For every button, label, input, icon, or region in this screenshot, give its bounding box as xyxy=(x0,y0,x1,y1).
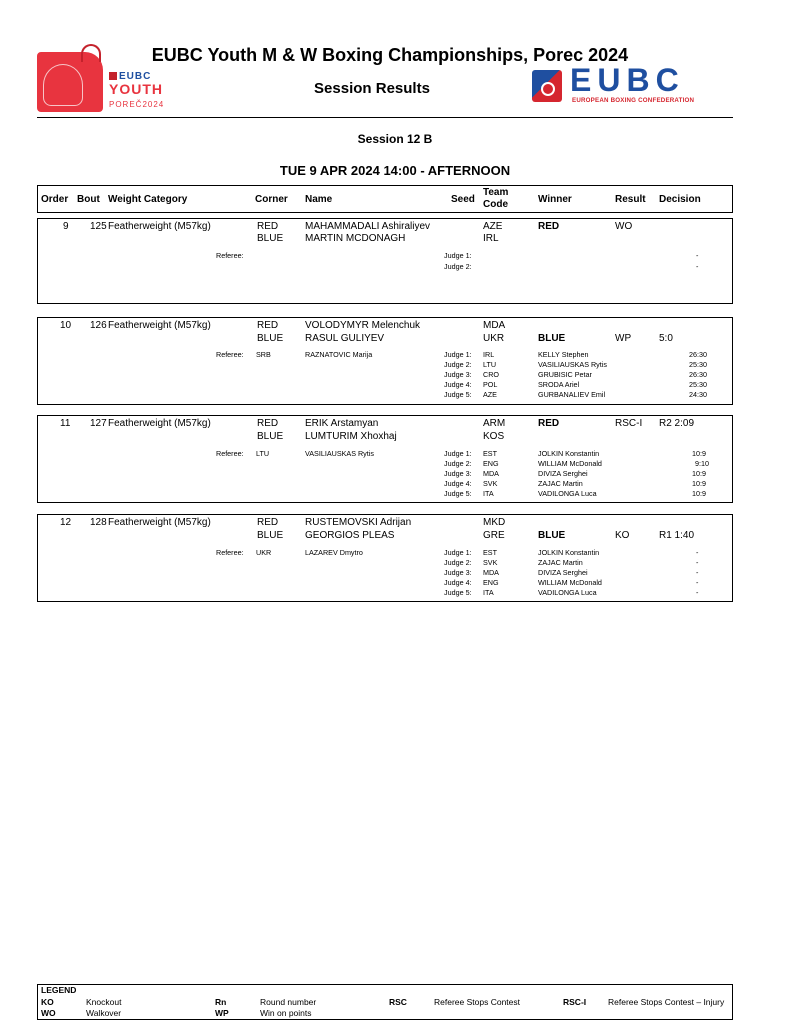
judge-label: Judge 2: xyxy=(444,459,472,468)
judge-country: IRL xyxy=(483,350,495,359)
eubc-tagline: EUROPEAN BOXING CONFEDERATION xyxy=(572,97,695,104)
corner-blue: BLUE xyxy=(257,233,284,244)
result: WO xyxy=(615,221,633,232)
winner: RED xyxy=(538,418,560,429)
red-boxer-name: MAHAMMADALI Ashiraliyev xyxy=(305,221,431,232)
judge-name: GURBANALIEV Emil xyxy=(538,390,606,399)
col-corner: Corner xyxy=(255,194,288,205)
judge-name: JOLKIN Konstantin xyxy=(538,548,600,557)
col-weight-category: Weight Category xyxy=(108,194,188,205)
winner: RED xyxy=(538,221,560,232)
col-result: Result xyxy=(615,194,646,205)
bout-block xyxy=(37,415,733,503)
bout-order: 10 xyxy=(60,320,72,331)
decision: 5:0 xyxy=(659,333,673,344)
eubc-wordmark: EUBC xyxy=(570,62,685,98)
judge-label: Judge 5: xyxy=(444,489,472,498)
judge-score: - xyxy=(696,578,699,587)
logo-eubc-text: EUBC xyxy=(119,71,152,82)
red-boxer-name: VOLODYMYR Melenchuk xyxy=(305,320,421,331)
judge-score: 10:9 xyxy=(692,489,706,498)
judge-country: ITA xyxy=(483,489,494,498)
judge-country: ENG xyxy=(483,459,499,468)
judge-label: Judge 1: xyxy=(444,350,472,359)
bout-number: 125 xyxy=(90,221,107,232)
red-team-code: ARM xyxy=(483,418,506,429)
weight-category: Featherweight (M57kg) xyxy=(108,517,211,528)
results-column-header xyxy=(37,185,733,213)
judge-name: ZAJAC Martin xyxy=(538,479,583,488)
judge-label: Judge 3: xyxy=(444,568,472,577)
judge-score: - xyxy=(696,588,699,597)
legend-code: RSC xyxy=(389,997,407,1007)
col-name: Name xyxy=(305,194,333,205)
judge-country: SVK xyxy=(483,479,498,488)
judge-score: - xyxy=(696,558,699,567)
bout-order: 12 xyxy=(60,517,72,528)
judge-country: MDA xyxy=(483,469,499,478)
col-bout: Bout xyxy=(77,194,100,205)
bout-block xyxy=(37,218,733,304)
legend-code: WO xyxy=(41,1008,56,1018)
red-team-code: MDA xyxy=(483,320,506,331)
blue-team-code: KOS xyxy=(483,431,505,442)
boxer-figure-icon xyxy=(43,64,83,106)
bout-number: 128 xyxy=(90,517,107,528)
col-seed: Seed xyxy=(451,194,475,205)
corner-red: RED xyxy=(257,517,279,528)
judge-label: Judge 1: xyxy=(444,251,472,260)
corner-blue: BLUE xyxy=(257,431,284,442)
judge-label: Judge 4: xyxy=(444,380,472,389)
judge-country: SVK xyxy=(483,558,498,567)
eubc-mini-badge-icon xyxy=(109,72,117,80)
referee-country: UKR xyxy=(256,548,272,557)
col-team-code-line1: Team xyxy=(483,187,509,198)
judge-name: VADILONGA Luca xyxy=(538,489,597,498)
judge-label: Judge 2: xyxy=(444,558,472,567)
judge-score: 26:30 xyxy=(689,370,707,379)
corner-blue: BLUE xyxy=(257,530,284,541)
logo-youth-text: YOUTH xyxy=(109,81,163,97)
judge-score: - xyxy=(696,251,699,260)
judge-label: Judge 3: xyxy=(444,370,472,379)
legend-code: Rn xyxy=(215,997,227,1007)
referee-name: VASILIAUSKAS Rytis xyxy=(305,449,374,458)
blue-boxer-name: MARTIN MCDONAGH xyxy=(305,233,406,244)
decision: R2 2:09 xyxy=(659,418,695,429)
judge-name: SRODA Ariel xyxy=(538,380,580,389)
judge-label: Judge 5: xyxy=(444,390,472,399)
session-datetime: TUE 9 APR 2024 14:00 - AFTERNOON xyxy=(279,163,511,178)
judge-score: 25:30 xyxy=(689,380,707,389)
judge-score: - xyxy=(696,568,699,577)
corner-red: RED xyxy=(257,221,279,232)
judge-label: Judge 4: xyxy=(444,479,472,488)
col-order: Order xyxy=(41,194,69,205)
logo-porec-text: POREČ2024 xyxy=(109,100,165,109)
bout-number: 126 xyxy=(90,320,107,331)
legend-desc: Referee Stops Contest xyxy=(434,997,520,1007)
judge-label: Judge 2: xyxy=(444,360,472,369)
judge-score: 10:9 xyxy=(692,469,706,478)
legend-title: LEGEND xyxy=(41,985,77,995)
bout-order: 9 xyxy=(63,221,69,232)
bout-order: 11 xyxy=(60,418,71,429)
referee-country: LTU xyxy=(256,449,270,458)
referee-country: SRB xyxy=(256,350,271,359)
blue-boxer-name: GEORGIOS PLEAS xyxy=(305,530,395,541)
legend-desc: Walkover xyxy=(86,1008,122,1018)
judge-name: GRUBISIC Petar xyxy=(538,370,592,379)
judge-score: 24:30 xyxy=(689,390,707,399)
result: RSC-I xyxy=(615,418,643,429)
page-subtitle: Session Results xyxy=(314,80,430,97)
eubc-confederation-logo xyxy=(532,62,734,106)
red-boxer-name: RUSTEMOVSKI Adrijan xyxy=(305,517,412,528)
judge-country: ITA xyxy=(483,588,494,597)
judge-score: - xyxy=(696,548,699,557)
judge-name: WILLIAM McDonald xyxy=(538,578,602,587)
result: WP xyxy=(615,333,632,344)
decision: R1 1:40 xyxy=(659,530,695,541)
red-boxer-name: ERIK Arstamyan xyxy=(305,418,379,429)
judge-label: Judge 3: xyxy=(444,469,472,478)
judge-score: 10:9 xyxy=(692,449,706,458)
weight-category: Featherweight (M57kg) xyxy=(108,320,211,331)
corner-blue: BLUE xyxy=(257,333,284,344)
blue-boxer-name: LUMTURIM Xhoxhaj xyxy=(305,431,397,442)
blue-boxer-name: RASUL GULIYEV xyxy=(305,333,385,344)
blue-team-code: GRE xyxy=(483,530,505,541)
judge-label: Judge 1: xyxy=(444,449,472,458)
judge-name: VADILONGA Luca xyxy=(538,588,597,597)
judge-score: 9:10 xyxy=(695,459,709,468)
weight-category: Featherweight (M57kg) xyxy=(108,418,211,429)
judge-country: EST xyxy=(483,548,497,557)
judge-name: ZAJAC Martin xyxy=(538,558,583,567)
judge-country: POL xyxy=(483,380,498,389)
referee-label: Referee: xyxy=(216,449,244,458)
bull-horn-icon xyxy=(81,44,101,62)
bout-number: 127 xyxy=(90,418,107,429)
referee-label: Referee: xyxy=(216,548,244,557)
judge-country: AZE xyxy=(483,390,497,399)
red-team-code: MKD xyxy=(483,517,506,528)
blue-team-code: UKR xyxy=(483,333,505,344)
legend-desc: Win on points xyxy=(260,1008,312,1018)
judge-name: VASILIAUSKAS Rytis xyxy=(538,360,607,369)
judge-country: LTU xyxy=(483,360,497,369)
referee-label: Referee: xyxy=(216,251,244,260)
corner-red: RED xyxy=(257,418,279,429)
col-team-code-line2: Code xyxy=(483,199,508,210)
referee-name: LAZAREV Dmytro xyxy=(305,548,363,557)
judge-country: EST xyxy=(483,449,497,458)
judge-score: 25:30 xyxy=(689,360,707,369)
legend-code: WP xyxy=(215,1008,229,1018)
judge-country: MDA xyxy=(483,568,499,577)
session-name: Session 12 B xyxy=(357,132,433,146)
legend-desc: Referee Stops Contest – Injury xyxy=(608,997,725,1007)
referee-name: RAZNATOVIC Marija xyxy=(305,350,373,359)
col-winner: Winner xyxy=(538,194,572,205)
judge-label: Judge 4: xyxy=(444,578,472,587)
bout-block xyxy=(37,514,733,602)
judge-name: KELLY Stephen xyxy=(538,350,589,359)
judge-score: 10:9 xyxy=(692,479,706,488)
legend-desc: Knockout xyxy=(86,997,122,1007)
judge-country: ENG xyxy=(483,578,499,587)
legend-box xyxy=(37,984,733,1020)
bout-block xyxy=(37,317,733,405)
judge-name: DIVIZA Serghei xyxy=(538,568,588,577)
col-decision: Decision xyxy=(659,194,701,205)
legend-desc: Round number xyxy=(260,997,317,1007)
judge-score: 26:30 xyxy=(689,350,707,359)
winner: BLUE xyxy=(538,530,566,541)
weight-category: Featherweight (M57kg) xyxy=(108,221,211,232)
page-title: EUBC Youth M & W Boxing Championships, Porec 2024 xyxy=(151,45,629,65)
judge-country: CRO xyxy=(483,370,499,379)
judge-label: Judge 5: xyxy=(444,588,472,597)
blue-team-code: IRL xyxy=(483,233,499,244)
judge-label: Judge 1: xyxy=(444,548,472,557)
legend-code: RSC-I xyxy=(563,997,587,1007)
result: KO xyxy=(615,530,630,541)
eubc-badge-icon xyxy=(532,70,562,102)
winner: BLUE xyxy=(538,333,566,344)
judge-name: DIVIZA Serghei xyxy=(538,469,588,478)
judge-name: WILLIAM McDonald xyxy=(538,459,602,468)
legend-code: KO xyxy=(41,997,54,1007)
red-team-code: AZE xyxy=(483,221,503,232)
judge-score: - xyxy=(696,262,699,271)
corner-red: RED xyxy=(257,320,279,331)
header-divider xyxy=(37,117,733,118)
referee-label: Referee: xyxy=(216,350,244,359)
judge-name: JOLKIN Konstantin xyxy=(538,449,600,458)
judge-label: Judge 2: xyxy=(444,262,472,271)
